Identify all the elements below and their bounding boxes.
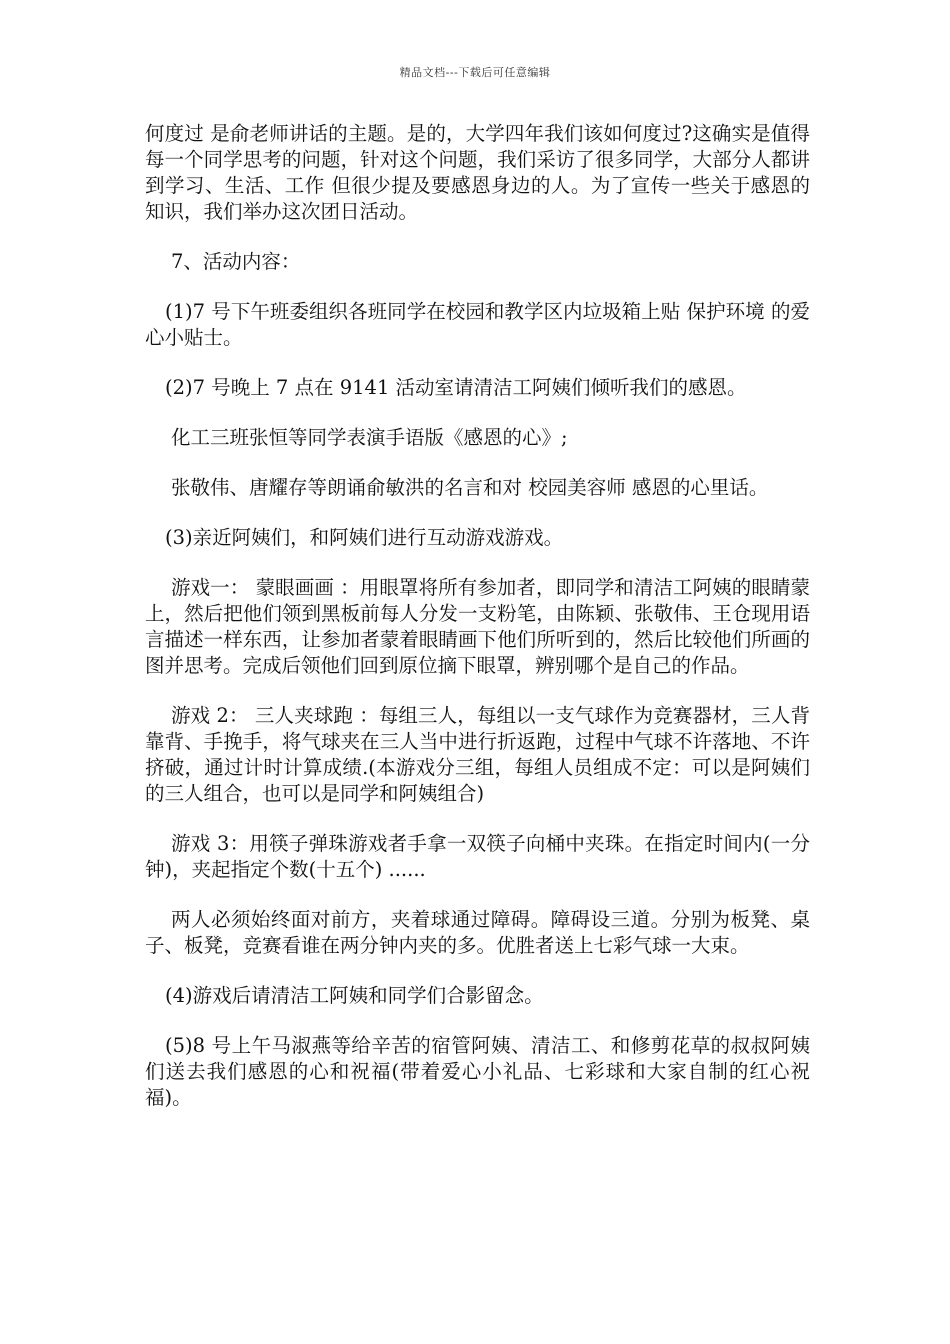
page-header: 精品文档---下载后可任意编辑 [399, 66, 551, 79]
paragraph-game-2: 游戏 2： 三人夹球跑 ：每组三人，每组以一支气球作为竞赛器材，三人背靠背、手挽手，将气球夹在三人当中进行折返跑，过程中气球不许落地、不许挤破，通过计时计算成绩.(本游戏分三组，每组人员组成不定：可以是阿姨们的三人组合，也可以是同学和阿姨组合) [145, 704, 810, 805]
paragraph-item-2: (2)7 号晚上 7 点在 9141 活动室请清洁工阿姨们倾听我们的感恩。 [165, 376, 747, 399]
paragraph-item-1: (1)7 号下午班委组织各班同学在校园和教学区内垃圾箱上贴 保护环境 的爱心小贴士。 [145, 300, 810, 349]
document-body [145, 121, 810, 1135]
paragraph-game-1: 游戏一： 蒙眼画画 ：用眼罩将所有参加者，即同学和清洁工阿姨的眼睛蒙上，然后把他们领到黑板前每人分发一支粉笔，由陈颖、张敬伟、王仓现用语言描述一样东西，让参加者蒙着眼睛画下他们所听到的，然后比较他们所画的图并思考。完成后领他们回到原位摘下眼罩，辨别哪个是自己的作品。 [145, 576, 810, 677]
paragraph-sign-language-performance: 化工三班张恒等同学表演手语版《感恩的心》; [171, 426, 568, 449]
paragraph-item-4: (4)游戏后请清洁工阿姨和同学们合影留念。 [165, 984, 544, 1007]
paragraph-game-3: 游戏 3：用筷子弹珠游戏者手拿一双筷子向桶中夹珠。在指定时间内(一分钟)，夹起指定个数(十五个) ...... [145, 832, 810, 881]
section-heading-activity-content: 7、活动内容： [171, 250, 301, 273]
paragraph-recitation: 张敬伟、唐耀存等朗诵俞敏洪的名言和对 校园美容师 感恩的心里话。 [171, 476, 769, 499]
paragraph-game-3-rules: 两人必须始终面对前方，夹着球通过障碍。障碍设三道。分别为板凳、桌子、板凳，竞赛看谁在两分钟内夹的多。优胜者送上七彩气球一大束。 [145, 908, 810, 957]
paragraph-item-5: (5)8 号上午马淑燕等给辛苦的宿管阿姨、清洁工、和修剪花草的叔叔阿姨们送去我们感恩的心和祝福(带着爱心小礼品、七彩球和大家自制的红心祝福)。 [145, 1034, 810, 1109]
paragraph-item-3: (3)亲近阿姨们，和阿姨们进行互动游戏游戏。 [165, 526, 564, 549]
paragraph-intro: 何度过 是俞老师讲话的主题。是的，大学四年我们该如何度过?这确实是值得每一个同学思考的问题，针对这个问题，我们采访了很多同学，大部分人都讲到学习、生活、工作 但很少提及要感恩身边的人。为了宣传一些关于感恩的知识，我们举办这次团日活动。 [145, 122, 810, 223]
